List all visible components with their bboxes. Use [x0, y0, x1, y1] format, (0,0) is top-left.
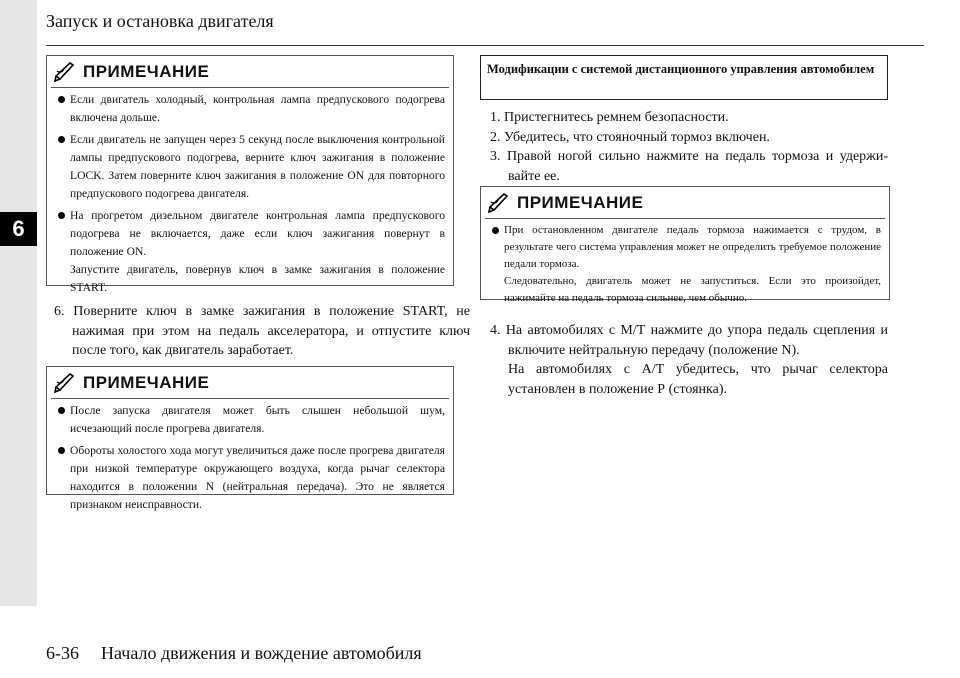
- note-paragraph: Запустите двигатель, повернув ключ в замке зажигания в положение START.: [70, 263, 445, 294]
- page-footer: [46, 643, 422, 664]
- note-box-1: [46, 55, 454, 294]
- footer-section-title: Начало движения и вождение автомобиля: [101, 643, 422, 663]
- instruction-step-3: 3. Правой ногой сильно нажмите на педаль тормоза и удерживайте ее.: [490, 149, 888, 184]
- note-bullet-item: При остановленном двигателе педаль тормоза нажимается с трудом, в результате чего система управления может не определить требуемое положение педали тормоза.: [491, 222, 881, 273]
- note-box-2: [46, 366, 454, 511]
- instruction-step-4-extra: На автомобилях с А/Т убедитесь, что рычаг селектора установлен в положение Р (стоянка).: [508, 362, 888, 397]
- instruction-step-2: 2. Убедитесь, что стояночный тормоз включен.: [490, 129, 770, 145]
- instruction-step-4-block: [490, 321, 888, 399]
- instruction-step-1: 1. Пристегнитесь ремнем безопасности.: [490, 110, 729, 125]
- chapter-side-tab: [0, 0, 37, 606]
- header-rule: [46, 45, 924, 46]
- note-bullet-item: На прогретом дизельном двигателе контрольная лампа предпускового подогрева не включается, даже если ключ зажигания повернут в положение ON.: [57, 207, 445, 261]
- note-paragraph: Следовательно, двигатель может не запуститься. Если это произойдет, нажимайте на педаль тормоза сильнее, чем обычно.: [504, 275, 881, 304]
- note-bullet-item: Если двигатель холодный, контрольная лампа предпускового подогрева включена дольше.: [57, 91, 445, 127]
- note-bullet-item: Если двигатель не запущен через 5 секунд после выключения контрольной лампы предпускового подогрева, верните ключ зажигания в положение LOCK. Затем поверните ключ зажигания в положение ON для повторного предпускового подогрева двигателя.: [57, 131, 445, 203]
- note-title-3: ПРИМЕЧАНИЕ: [481, 187, 889, 215]
- page-header-title: Запуск и остановка двигателя: [46, 11, 274, 31]
- instruction-step-4: 4. На автомобилях с М/Т нажмите до упора педаль сцепления и включите нейтральную передачу (положение N).: [490, 323, 888, 358]
- instruction-step-6: 6. Поверните ключ в замке зажигания в положение START, не нажимая при этом на педаль акселератора, и отпустите ключ после того, как двигатель заработает.: [54, 304, 470, 358]
- chapter-number-tab: 6: [0, 212, 37, 246]
- modification-heading-box: Модификации с системой дистанционного управления автомобилем: [480, 55, 888, 100]
- page-number: 6-36: [46, 643, 79, 663]
- pen-note-icon: [53, 373, 77, 393]
- note-bullet-item: Обороты холостого хода могут увеличиться даже после прогрева двигателя при низкой температуре окружающего воздуха, когда рычаг селектора находится в положении N (нейтральная передача). Это не является признаком неисправности.: [57, 442, 445, 514]
- pen-note-icon: [487, 193, 511, 213]
- pen-note-icon: [53, 62, 77, 82]
- note-title-2: ПРИМЕЧАНИЕ: [47, 367, 453, 395]
- note-bullet-item: После запуска двигателя может быть слышен небольшой шум, исчезающий после прогрева двигателя.: [57, 402, 445, 438]
- note-title-1: ПРИМЕЧАНИЕ: [47, 56, 453, 84]
- instruction-steps-list: [490, 108, 888, 186]
- note-box-3: [480, 186, 890, 304]
